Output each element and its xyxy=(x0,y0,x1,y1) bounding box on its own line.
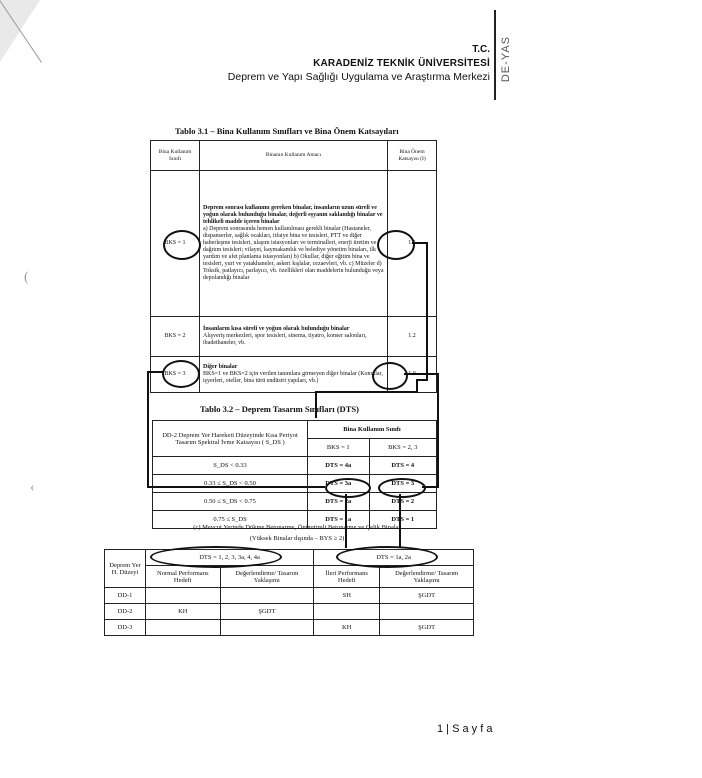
table31-header-factor: Bina Önem Katsayısı (I) xyxy=(388,141,437,171)
header-tc: T.C. xyxy=(472,44,490,55)
scan-mark: ( xyxy=(24,270,29,285)
table32-cell: DTS = 4a xyxy=(308,457,370,475)
page-footer: 1 | S a y f a xyxy=(437,723,493,735)
table33-cell xyxy=(220,588,314,604)
table33-cell: DD-2 xyxy=(105,604,146,620)
table33-cell: ŞGDT xyxy=(380,620,474,636)
table33-cell: DD-1 xyxy=(105,588,146,604)
table31-header-class: Bina Kullanım Sınıfı xyxy=(151,141,200,171)
table33-cell: SH xyxy=(314,588,380,604)
table33-cell xyxy=(380,604,474,620)
table31-class: BKS = 1 xyxy=(151,171,200,317)
note-line-2: (Yüksek Binalar dışında – BYS ≥ 2) xyxy=(249,535,345,542)
table32-title: Tablo 3.2 – Deprem Tasarım Sınıfları (DTS) xyxy=(200,404,359,414)
table33-cell xyxy=(314,604,380,620)
table31-desc: Deprem sonrası kullanımı gereken binalar, insanların uzun süreli ve yoğun olarak bulunduğu binalar, değerli eşyanın saklandığı binalar ve tehlikeli madde içeren binalar a) Deprem sonrasında hemen kullanılması gerekli binalar (Hastaneler, dispanserler, sağlık ocakları, itfaiye bina ve tesisleri, PTT ve diğer haberleşme tesisleri, ulaşım istasyonları ve terminalleri, enerji üretim ve dağıtım tesisleri; vilayet, kaymakamlık ve belediye yönetim binaları, ilk yardım ve afet planlama istasyonları) b) Okullar, diğer eğitim bina ve tesisleri, yurt ve yatakhaneler, askeri kışlalar, cezaevleri, vb. c) Müzeler d) Toksik, patlayıcı, parlayıcı, vb. özellikleri olan maddelerin bulunduğu veya depolandığı binalar xyxy=(200,171,388,317)
table32-cell: DTS = 3 xyxy=(369,475,436,493)
table31-factor: 1.5 xyxy=(388,171,437,317)
table33-cell: KH xyxy=(146,604,221,620)
table33-cell xyxy=(146,588,221,604)
table31-header-purpose: Binanın Kullanım Amacı xyxy=(200,141,388,171)
table33-cell xyxy=(220,620,314,636)
table31-desc: Diğer binalar BKS=1 ve BKS=2 için verilen tanımlara girmeyen diğer binalar (Konutlar, işyerleri, oteller, bina türü endüstri yapıları, vb.) xyxy=(200,357,388,393)
table31-desc: İnsanların kısa süreli ve yoğun olarak bulunduğu binalar Alışveriş merkezleri, spor tesisleri, sinema, tiyatro, konser salonları, ibadethaneler, vb. xyxy=(200,317,388,357)
table33-group1: DTS = 1, 2, 3, 3a, 4, 4a xyxy=(146,550,314,566)
table33-cell: DD-3 xyxy=(105,620,146,636)
table32-sub-bks1: BKS = 1 xyxy=(308,439,370,457)
table32-cell: DTS = 1a xyxy=(308,511,370,529)
table31-class: BKS = 3 xyxy=(151,357,200,393)
table-row xyxy=(105,620,474,636)
scan-mark: ‹ xyxy=(30,480,35,495)
table32-cell: DTS = 3a xyxy=(308,475,370,493)
table32-right-header: Bina Kullanım Sınıfı xyxy=(308,421,437,439)
table32-cell: DTS = 1 xyxy=(369,511,436,529)
table31-factor: 1.0 xyxy=(388,357,437,393)
table31-factor: 1.2 xyxy=(388,317,437,357)
table33-h4: Değerlendirme/ Tasarım Yaklaşımı xyxy=(380,566,474,588)
table33-h1: Normal Performans Hedefi xyxy=(146,566,221,588)
table33-cell xyxy=(146,620,221,636)
table-row xyxy=(105,588,474,604)
table33-h3: İleri Performans Hedefi xyxy=(314,566,380,588)
table33-cell: ŞGDT xyxy=(220,604,314,620)
table32-cell: DTS = 2 xyxy=(369,493,436,511)
header-university: KARADENİZ TEKNİK ÜNİVERSİTESİ xyxy=(313,58,490,69)
table31-class: BKS = 2 xyxy=(151,317,200,357)
table32-cell: 0.50 ≤ S_DS < 0.75 xyxy=(153,493,308,511)
table33-cell: KH xyxy=(314,620,380,636)
table32-cell: 0.33 ≤ S_DS < 0.50 xyxy=(153,475,308,493)
table32-cell: 0.75 ≤ S_DS xyxy=(153,511,308,529)
header-center: Deprem ve Yapı Sağlığı Uygulama ve Araştırma Merkezi xyxy=(227,71,490,83)
table32-cell: S_DS < 0.33 xyxy=(153,457,308,475)
table32-sub-bks23: BKS = 2, 3 xyxy=(369,439,436,457)
table33-col0: Deprem Yer H. Düzeyi xyxy=(105,550,146,588)
table32-cell: DTS = 2a xyxy=(308,493,370,511)
table33-cell: ŞGDT xyxy=(380,588,474,604)
annotation-circle xyxy=(336,546,438,568)
annotation-circle xyxy=(150,546,282,568)
connector-line xyxy=(316,243,427,418)
header-doc-code: DE-YAS xyxy=(500,36,512,83)
table32-left-header: DD-2 Deprem Yer Hareketi Düzeyinde Kısa Periyot Tasarım Spektral İvme Katsayısı ( S_DS ) xyxy=(153,421,308,457)
table31-title: Tablo 3.1 – Bina Kullanım Sınıfları ve Bina Önem Katsayıları xyxy=(175,126,399,136)
table33-h2: Değerlendirme/ Tasarım Yaklaşımı xyxy=(220,566,314,588)
table-row xyxy=(105,604,474,620)
connector-line xyxy=(148,372,325,487)
table32-cell: DTS = 4 xyxy=(369,457,436,475)
connector-line xyxy=(404,374,438,487)
table33-group2: DTS = 1a, 2a xyxy=(314,550,474,566)
note-line-1: (c) Mevcut Yerinde Dökme Betonarme, Önüretimli Betonarme ve Çelik Binalar xyxy=(193,524,401,531)
